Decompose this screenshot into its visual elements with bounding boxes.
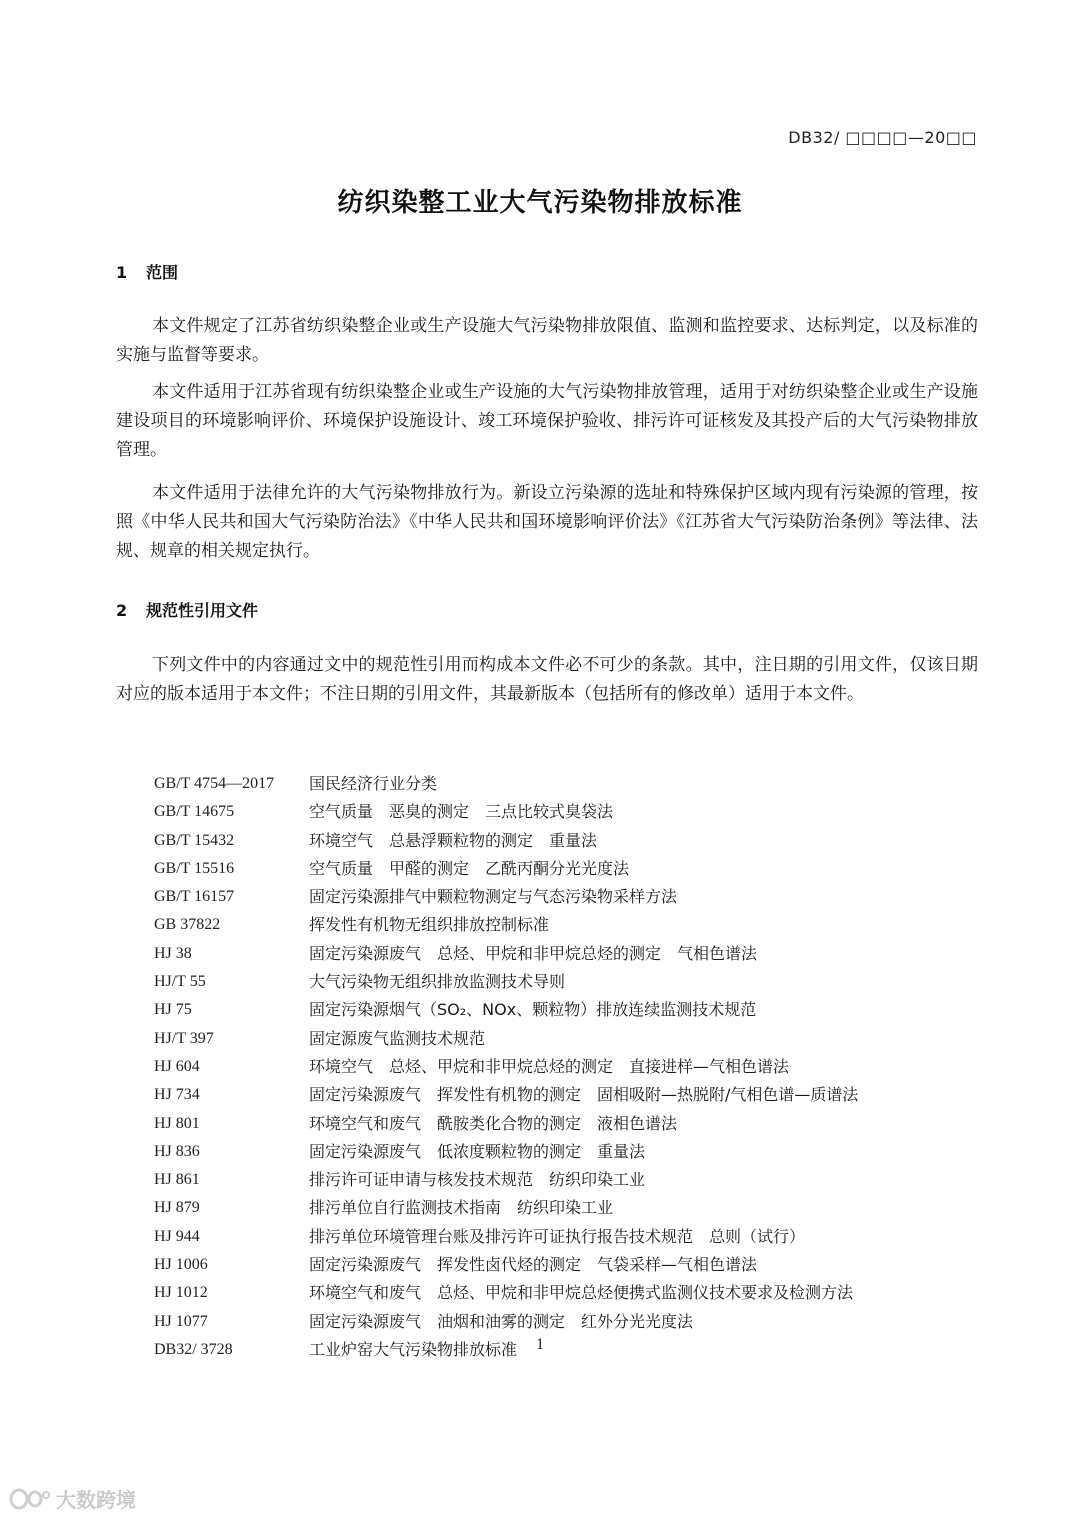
section-number: 1 bbox=[116, 263, 128, 282]
reference-item bbox=[154, 770, 984, 798]
reference-title: 挥发性有机物无组织排放控制标准 bbox=[309, 915, 550, 935]
standard-code: DB32/ □□□□—20□□ bbox=[788, 128, 977, 147]
reference-item bbox=[154, 1308, 984, 1336]
reference-item bbox=[154, 1279, 984, 1307]
reference-title: 固定污染源废气 挥发性卤代烃的测定 气袋采样—气相色谱法 bbox=[309, 1255, 758, 1275]
reference-title: 固定污染源烟气（SO₂、NOx、颗粒物）排放连续监测技术规范 bbox=[309, 1000, 757, 1020]
reference-title: 环境空气 总悬浮颗粒物的测定 重量法 bbox=[309, 830, 598, 850]
page-title: 纺织染整工业大气污染物排放标准 bbox=[337, 188, 743, 218]
reference-title: 排污许可证申请与核发技术规范 纺织印染工业 bbox=[309, 1170, 646, 1190]
reference-code: HJ 801 bbox=[154, 1114, 200, 1132]
reference-code: GB 37822 bbox=[154, 916, 221, 934]
reference-title: 固定源废气监测技术规范 bbox=[309, 1028, 486, 1048]
watermark-logo-icon bbox=[8, 1486, 50, 1512]
reference-title: 大气污染物无组织排放监测技术导则 bbox=[309, 972, 566, 992]
paragraph: 本文件规定了江苏省纺织染整企业或生产设施大气污染物排放限值、监测和监控要求、达标判定，以及标准的实施与监督等要求。 bbox=[116, 316, 978, 365]
reference-title: 固定污染源废气 油烟和油雾的测定 红外分光光度法 bbox=[309, 1311, 694, 1331]
section-2-heading bbox=[116, 598, 258, 621]
reference-item bbox=[154, 1110, 984, 1138]
reference-item bbox=[154, 1194, 984, 1222]
reference-code: GB/T 15432 bbox=[154, 831, 235, 849]
section-1-heading bbox=[116, 260, 178, 283]
reference-item bbox=[154, 996, 984, 1024]
watermark-text: 大数跨境 bbox=[56, 1488, 136, 1512]
reference-code: HJ 836 bbox=[154, 1142, 200, 1160]
reference-code: HJ 1006 bbox=[154, 1256, 208, 1274]
reference-title: 排污单位自行监测技术指南 纺织印染工业 bbox=[309, 1198, 614, 1218]
reference-item bbox=[154, 1081, 984, 1109]
reference-code: GB/T 15516 bbox=[154, 859, 235, 877]
reference-code: GB/T 16157 bbox=[154, 888, 235, 906]
reference-code: DB32/ 3728 bbox=[154, 1340, 233, 1358]
section-title: 规范性引用文件 bbox=[146, 601, 259, 620]
reference-title: 环境空气和废气 总烃、甲烷和非甲烷总烃便携式监测仪技术要求及检测方法 bbox=[309, 1283, 854, 1303]
reference-item bbox=[154, 827, 984, 855]
reference-code: HJ 879 bbox=[154, 1199, 200, 1217]
watermark bbox=[8, 1484, 136, 1513]
reference-item bbox=[154, 1138, 984, 1166]
reference-item bbox=[154, 798, 984, 826]
reference-code: HJ 861 bbox=[154, 1171, 200, 1189]
paragraph: 下列文件中的内容通过文中的规范性引用而构成本文件必不可少的条款。其中，注日期的引用文件，仅该日期对应的版本适用于本文件；不注日期的引用文件，其最新版本（包括所有的修改单）适用于本文件。 bbox=[116, 655, 978, 704]
section-number: 2 bbox=[116, 601, 128, 620]
reference-code: HJ 944 bbox=[154, 1227, 200, 1245]
reference-item bbox=[154, 1025, 984, 1053]
reference-title: 环境空气和废气 酰胺类化合物的测定 液相色谱法 bbox=[309, 1113, 678, 1133]
reference-item bbox=[154, 1166, 984, 1194]
reference-item bbox=[154, 940, 984, 968]
reference-title: 固定污染源排气中颗粒物测定与气态污染物采样方法 bbox=[309, 887, 678, 907]
reference-code: HJ/T 397 bbox=[154, 1029, 214, 1047]
reference-item bbox=[154, 968, 984, 996]
reference-code: HJ 1012 bbox=[154, 1284, 208, 1302]
page-number: 1 bbox=[536, 1336, 544, 1353]
reference-code: GB/T 14675 bbox=[154, 803, 235, 821]
paragraph: 本文件适用于江苏省现有纺织染整企业或生产设施的大气污染物排放管理，适用于对纺织染整企业或生产设施建设项目的环境影响评价、环境保护设施设计、竣工环境保护验收、排污许可证核发及其投产后的大气污染物排放管理。 bbox=[116, 382, 978, 460]
reference-item bbox=[154, 1223, 984, 1251]
reference-title: 国民经济行业分类 bbox=[309, 774, 438, 793]
section-title: 范围 bbox=[146, 263, 179, 282]
reference-title: 空气质量 恶臭的测定 三点比较式臭袋法 bbox=[309, 802, 614, 822]
reference-title: 固定污染源废气 挥发性有机物的测定 固相吸附—热脱附/气相色谱—质谱法 bbox=[309, 1085, 859, 1105]
reference-code: GB/T 4754—2017 bbox=[154, 775, 275, 792]
reference-code: HJ 1077 bbox=[154, 1312, 208, 1330]
reference-code: HJ 734 bbox=[154, 1086, 200, 1104]
reference-title: 排污单位环境管理台账及排污许可证执行报告技术规范 总则（试行） bbox=[309, 1226, 806, 1246]
reference-item bbox=[154, 883, 984, 911]
reference-title: 空气质量 甲醛的测定 乙酰丙酮分光光度法 bbox=[309, 858, 630, 878]
reference-title: 工业炉窑大气污染物排放标准 bbox=[309, 1339, 518, 1359]
reference-title: 固定污染源废气 低浓度颗粒物的测定 重量法 bbox=[309, 1141, 646, 1161]
reference-title: 环境空气 总烃、甲烷和非甲烷总烃的测定 直接进样—气相色谱法 bbox=[309, 1056, 790, 1076]
reference-item bbox=[154, 1053, 984, 1081]
reference-code: HJ 604 bbox=[154, 1057, 200, 1075]
paragraph: 本文件适用于法律允许的大气污染物排放行为。新设立污染源的选址和特殊保护区域内现有污染源的管理，按照《中华人民共和国大气污染防治法》《中华人民共和国环境影响评价法》《江苏省大气污染防治条例》等法律、法规、规章的相关规定执行。 bbox=[116, 483, 978, 561]
reference-item bbox=[154, 911, 984, 939]
reference-title: 固定污染源废气 总烃、甲烷和非甲烷总烃的测定 气相色谱法 bbox=[309, 943, 758, 963]
reference-item bbox=[154, 855, 984, 883]
reference-code: HJ/T 55 bbox=[154, 973, 206, 991]
reference-list bbox=[154, 770, 984, 1364]
reference-code: HJ 75 bbox=[154, 1001, 192, 1019]
reference-item bbox=[154, 1251, 984, 1279]
reference-code: HJ 38 bbox=[154, 944, 192, 962]
